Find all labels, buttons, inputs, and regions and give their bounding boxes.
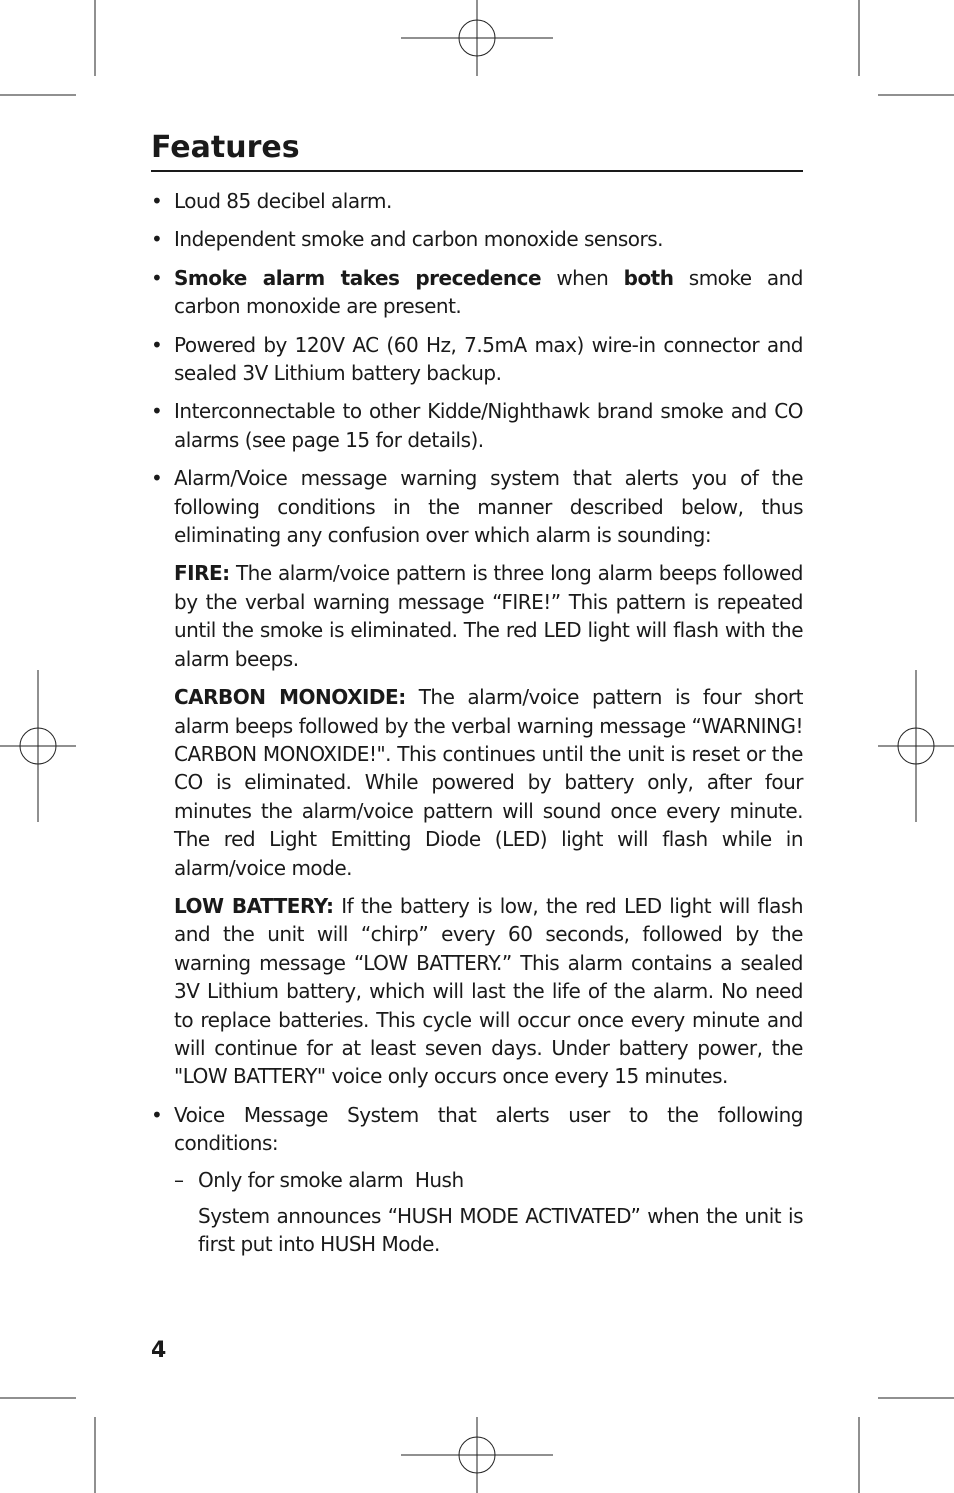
bullet: • xyxy=(151,227,163,252)
item-text: Powered by 120V AC (60 Hz, 7.5mA max) wire-in connector and sealed 3V Lithium battery backup. xyxy=(174,332,803,386)
page-number: 4 xyxy=(151,1338,167,1363)
item-text: Alarm/Voice message warning system that alerts you of the following conditions in the manner described below, thus eliminating any confusion over which alarm is sounding: xyxy=(174,466,803,548)
item-text: Voice Message System that alerts user to the following conditions: xyxy=(174,1102,803,1156)
co-label: CARBON MONOXIDE: xyxy=(174,685,406,710)
item-bold-text: both xyxy=(623,265,674,290)
sub-item xyxy=(151,1166,803,1194)
item-text: Interconnectable to other Kidde/Nighthawk brand smoke and CO alarms (see page 15 for details). xyxy=(174,399,803,452)
voice-system-line xyxy=(151,1101,803,1158)
item-text: Independent smoke and carbon monoxide sensors. xyxy=(174,227,664,252)
co-paragraph xyxy=(174,683,803,882)
list-item xyxy=(151,264,803,321)
bullet: • xyxy=(151,466,163,491)
fire-label: FIRE: xyxy=(174,561,230,586)
item-bold-text: Smoke alarm takes precedence xyxy=(174,265,542,290)
bullet: • xyxy=(151,332,163,357)
bullet: • xyxy=(151,1102,163,1127)
list-item xyxy=(151,187,803,215)
bullet: • xyxy=(151,189,163,213)
item-text: Loud 85 decibel alarm. xyxy=(174,189,392,213)
sub-item-text: Only for smoke alarm Hush xyxy=(198,1167,464,1192)
low-battery-label: LOW BATTERY: xyxy=(174,893,334,918)
co-text: The alarm/voice pattern is four short alarm beeps followed by the verbal warning message “WARNING! CARBON MONOXIDE!". This continues until the unit is reset or the CO is eliminated. While powered by battery only, after four minutes the alarm/voice pattern will sound once every minute. The red Light Emitting Diode (LED) light will flash while in alarm/voice mode. xyxy=(174,685,804,880)
list-item xyxy=(151,397,803,454)
item-text: smoke and carbon monoxide are present. xyxy=(174,265,803,319)
list-item xyxy=(151,225,803,253)
fire-text: The alarm/voice pattern is three long alarm beeps followed by the verbal warning message “FIRE!” This pattern is repeated until the smoke is eliminated. The red LED light will flash with the alarm beeps. xyxy=(174,561,803,671)
low-battery-paragraph xyxy=(174,892,803,1091)
fire-paragraph xyxy=(174,559,803,673)
dash: – xyxy=(174,1167,184,1192)
list-item xyxy=(151,331,803,388)
features-list xyxy=(151,187,803,1259)
bullet: • xyxy=(151,399,163,424)
features-section xyxy=(151,128,803,1269)
sub-item-paragraph: System announces “HUSH MODE ACTIVATED” when the unit is first put into HUSH Mode. xyxy=(198,1204,803,1257)
list-item xyxy=(151,464,803,1091)
low-battery-text: If the battery is low, the red LED light will flash and the unit will “chirp” every 60 seconds, followed by the warning message “LOW BATTERY.” This alarm contains a sealed 3V Lithium battery, which will last the life of the alarm. No need to replace batteries. This cycle will occur once every minute and will continue for at least seven days. Under battery power, the "LOW BATTERY" voice only occurs once every 15 minutes. xyxy=(174,893,804,1089)
list-item xyxy=(151,1101,803,1259)
page-title: Features xyxy=(151,128,803,172)
item-text: when xyxy=(541,265,624,290)
bullet: • xyxy=(151,265,163,290)
